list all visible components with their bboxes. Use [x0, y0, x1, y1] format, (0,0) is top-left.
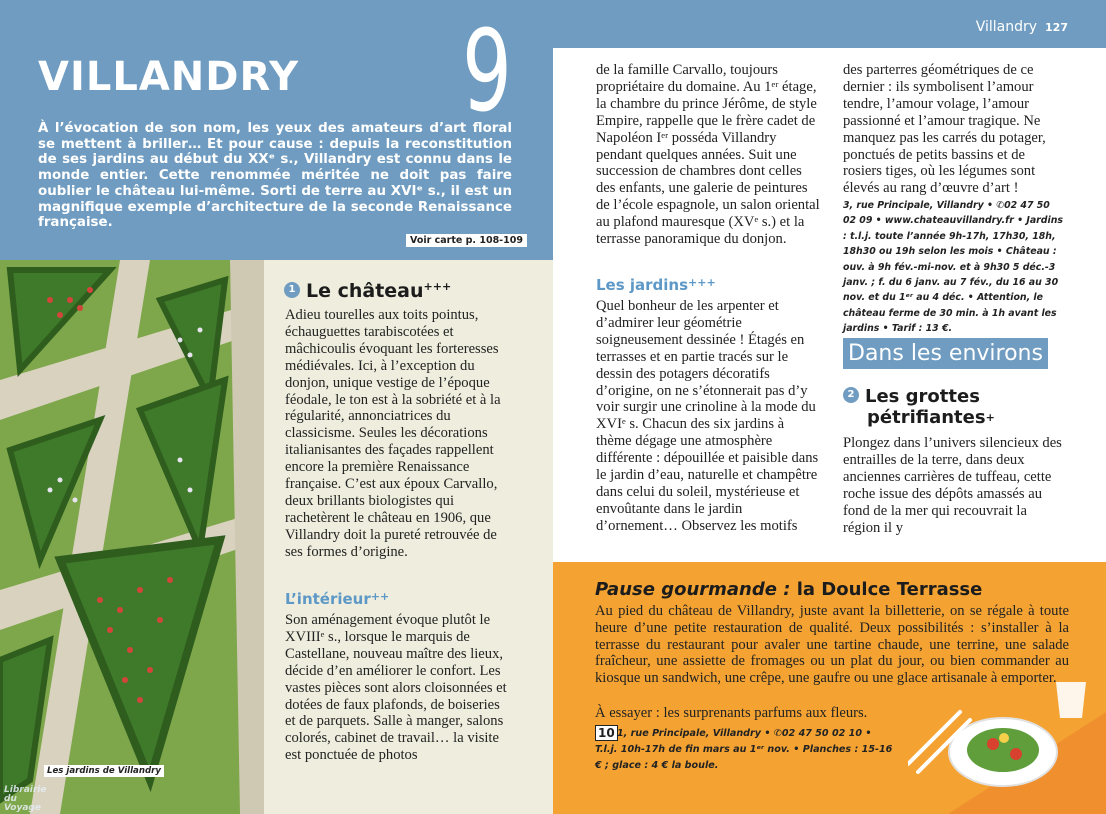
- pause-tip: À essayer : les surprenants parfums aux fleurs.: [595, 705, 868, 721]
- section-grottes-title-1: Les grottes: [865, 386, 980, 407]
- running-head-title: Villandry: [975, 19, 1038, 35]
- pause-gourmande-box: [553, 562, 1106, 814]
- map-reference: Voir carte p. 108-109: [406, 234, 527, 247]
- column1-text: de la famille Carvallo, toujours propriétaire du domaine. Au 1ᵉʳ étage, la chambre du prince Jérôme, de style Empire, rappelle que le frère cadet de Napoléon Iᵉʳ posséda Villandry pendant quelques années. Suit une succession de chambres dont celles des enfants, une galerie de peintures de l’école espagnole, un salon oriental au plafond mauresque (XVᵉ s.) et la terrasse panoramique du donjon.: [596, 62, 820, 248]
- section-number-badge: 1: [284, 282, 300, 298]
- rating-stars: +++: [688, 276, 716, 289]
- section-grottes-title-2: pétrifiantes: [867, 407, 986, 428]
- section-grottes-text: Plongez dans l’univers silencieux des entrailles de la terre, dans deux anciennes carrières de tuffeau, cette roche issue des dépôts amassés au fond de la mer qui recouvrait la région il y: [843, 435, 1062, 536]
- chapter-intro: À l’évocation de son nom, les yeux des amateurs d’art floral se mettent à briller… Et pour cause : depuis la reconstitution de ses jardins au début du XXᵉ s., Villandry est connu dans le monde entier. Cette renommée méritée ne doit pas faire oublier le château lui-même. Sorti de terre au XVIᵉ s., il est un magnifique exemple d’architecture de la seconde Renaissance française.: [38, 121, 512, 231]
- subsection-interieur-heading: [285, 590, 389, 608]
- rating-stars: ++: [370, 590, 390, 603]
- subsection-interieur-title: L’intérieur: [285, 590, 371, 608]
- photo-caption: Les jardins de Villandry: [44, 765, 164, 777]
- pause-practical-info: 1, rue Principale, Villandry • ✆02 47 50 02 10 • T.l.j. 10h-17h de fin mars au 1ᵉʳ nov. • Planches : 15-16 € ; glace : 4 € la boule.: [595, 728, 893, 771]
- pause-heading: [595, 579, 982, 600]
- section-chateau-title: Le château: [306, 280, 424, 302]
- pause-name: la Doulce Terrasse: [796, 579, 983, 600]
- section-number-badge: 2: [843, 387, 859, 403]
- rating-stars: +: [985, 411, 995, 424]
- pause-text: Au pied du château de Villandry, juste avant la billetterie, on se régale à toute heure d’une petite restauration de qualité. Deux possibilités : s’installer à la terrasse du restaurant pour avaler une tartine chaude, une terrine, une salade fraîcheur, une assiette de fromages ou un plat du jour, ou bien commander au kiosque un sandwich, une crêpe, une gaufre ou une glace artisanale à emporter.: [595, 603, 1069, 687]
- page-number: 127: [1045, 21, 1068, 34]
- section-grottes-heading: [843, 386, 995, 428]
- chapter-title: VILLANDRY: [38, 54, 300, 100]
- salad-plate-icon: [908, 672, 1106, 814]
- watermark: Librairie du Voyage: [4, 785, 47, 813]
- garden-illustration: [0, 260, 264, 814]
- pause-label: Pause gourmande :: [595, 579, 791, 600]
- subsection-jardins-heading: [596, 276, 716, 294]
- running-head: [976, 19, 1068, 35]
- subsection-jardins-title: Les jardins: [596, 276, 689, 294]
- chateau-practical-info: 3, rue Principale, Villandry • ✆02 47 50 02 09 • www.chateauvillandry.fr • Jardins : t.l.j. toute l’année 9h-17h, 17h30, 18h, 18h30 ou 19h selon les mois • Château : ouv. à 9h fév.-mi-nov. et à 9h30 5 déc.-3 janv. ; f. du 6 janv. au 7 fév., du 16 au 30 nov. et du 1ᵉʳ au 4 déc. • Attention, le château ferme de 30 min. à 1h avant les jardins • Tarif : 13 €.: [843, 200, 1063, 335]
- section-chateau-text: Adieu tourelles aux toits pointus, échauguettes tarabiscotées et mâchicoulis évoquant les forteresses médiévales. Ici, à l’exception du donjon, unique vestige de l’époque féodale, le ton est à la sobriété et à la régularité, annonciatrices du classicisme. Seules les décorations italianisantes des façades rappellent encore la première Renaissance française. C’est aux époux Carvallo, deux brillants biologistes qui rachetèrent le château en 1906, que Villandry doit la pureté retrouvée de ses formes d’origine.: [285, 307, 501, 560]
- column2-text: des parterres géométriques de ce dernier : ils symbolisent l’amour tendre, l’amour volage, l’amour passionné et l’amour tragique. Ne manquez pas les carrés du potager, ponctués de petits bassins et de rosiers tiges, où les légumes sont élevés au rang d’œuvre d’art !: [843, 62, 1046, 197]
- section-chateau-heading: [284, 280, 451, 302]
- subsection-interieur-text: Son aménagement évoque plutôt le XVIIIᵉ s., lorsque le marquis de Castellane, nouveau maître des lieux, décide d’en améliorer le confort. Les vastes pièces sont alors cloisonnées et dotées de faux plafonds, de boiseries et de parquets. Salle à manger, salons colorés, cabinet de travail… la visite est ponctuée de photos: [285, 612, 507, 764]
- environs-heading: Dans les environs: [843, 338, 1048, 369]
- rating-stars: +++: [423, 280, 452, 293]
- garden-photo: [0, 260, 264, 814]
- subsection-jardins-text: Quel bonheur de les arpenter et d’admirer leur géométrie soigneusement dessinée ! Étagés en terrasses et en partie tracés sur le dessin des potagers décoratifs d’origine, on ne s’étonnerait pas d’y voir surgir une crinoline à la mode du XVIᵉ s. Chacun des six jardins à thème dégage une atmosphère différente : dépouillée et paisible dans le jardin d’eau, naturelle et champêtre dans celui du soleil, mystérieuse et envoûtante dans le jardin d’ornement… Observez les motifs: [596, 298, 819, 534]
- chapter-number: 9: [462, 7, 512, 137]
- pause-number-badge: 10: [595, 725, 618, 741]
